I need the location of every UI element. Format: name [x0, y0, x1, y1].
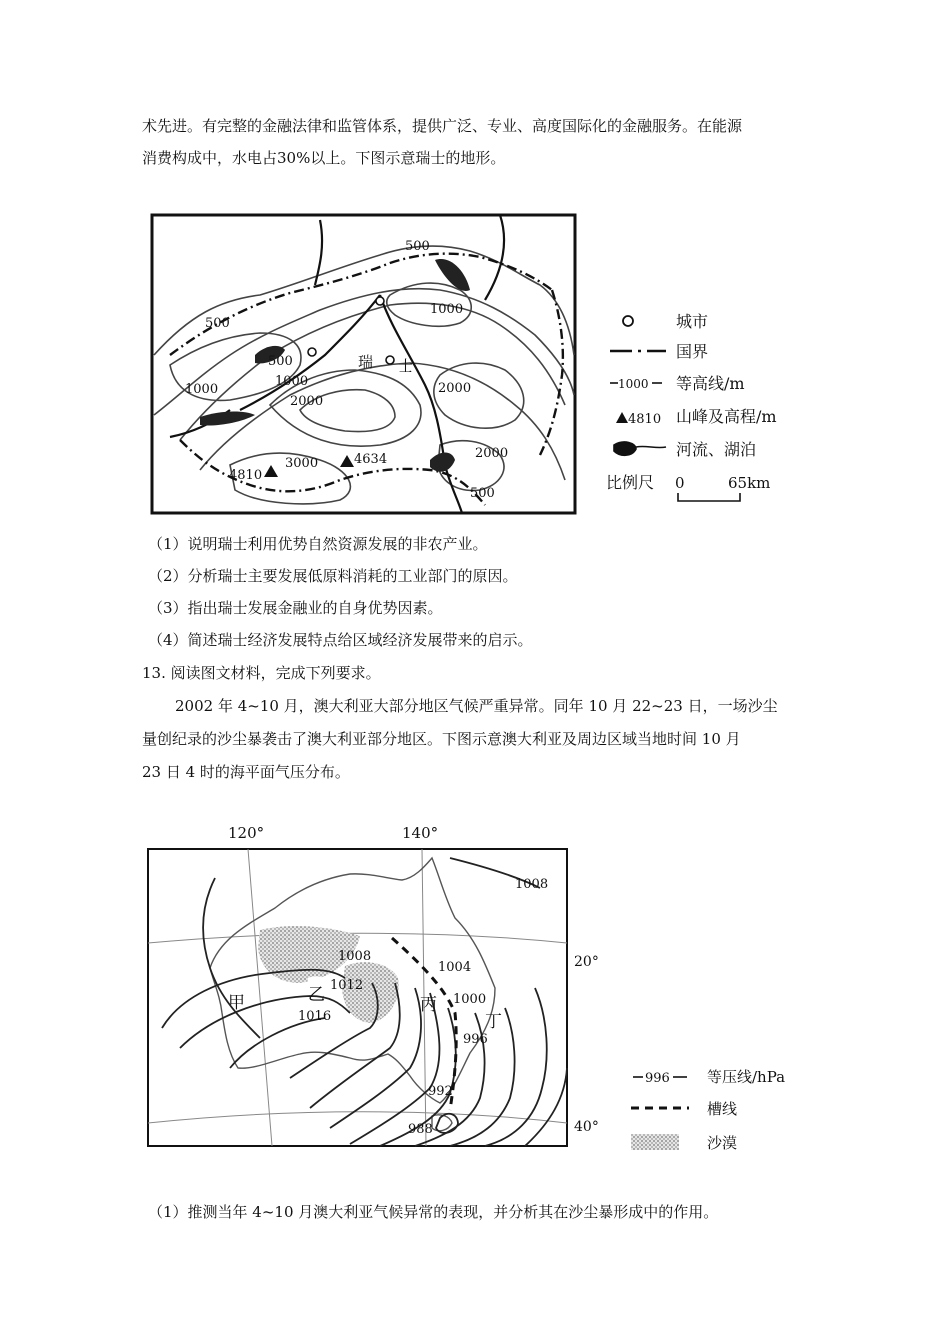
legend-contour-sample: 1000 [618, 377, 649, 391]
intro-line-1: 术先进。有完整的金融法律和监管体系，提供广泛、专业、高度国际化的金融服务。在能源 [142, 117, 743, 135]
legend-desert: 沙漠 [707, 1134, 738, 1152]
place-label: 丁 [485, 1012, 502, 1032]
peak-label: 4810 [229, 468, 263, 483]
legend-isobar: 等压线/hPa [707, 1068, 786, 1086]
isobar-label: 1012 [330, 978, 364, 993]
isobar-label: 1008 [338, 949, 372, 964]
contour-label: 1000 [430, 302, 464, 317]
swiss-terrain-map [140, 205, 585, 520]
legend-scale-0: 0 [675, 474, 685, 492]
desert-symbol [631, 1134, 679, 1150]
longitude-120: 120° [228, 824, 265, 842]
contour-label: 500 [405, 239, 430, 254]
q13-paragraph-line-2: 量创纪录的沙尘暴袭击了澳大利亚部分地区。下图示意澳大利亚及周边区域当地时间 10 月 [142, 730, 741, 748]
contour-label: 1000 [185, 382, 219, 397]
q13-paragraph-line-3: 23 日 4 时的海平面气压分布。 [142, 763, 350, 781]
legend-peak-sample: 4810 [628, 412, 662, 427]
isobar-label: 988 [408, 1122, 433, 1137]
longitude-140: 140° [402, 824, 439, 842]
contour-label: 500 [470, 486, 495, 501]
legend-isobar-sample: 996 [645, 1071, 670, 1086]
question-12-4: （4）简述瑞士经济发展特点给区域经济发展带来的启示。 [148, 631, 533, 649]
isobar-label: 992 [428, 1084, 453, 1099]
latitude-40: 40° [574, 1119, 599, 1135]
peak-symbol [616, 412, 628, 423]
swiss-map-legend [600, 305, 800, 505]
legend-scale-65: 65km [728, 474, 771, 492]
isobar-label: 1016 [298, 1009, 332, 1024]
legend-river: 河流、湖泊 [676, 440, 757, 459]
contour-label: 3000 [285, 456, 319, 471]
latitude-20: 20° [574, 954, 599, 970]
peak-label: 4634 [354, 452, 388, 467]
country-label: 瑞 [358, 353, 374, 371]
question-12-3: （3）指出瑞士发展金融业的自身优势因素。 [148, 599, 443, 617]
isobar-label: 1000 [453, 992, 487, 1007]
contour-label: 2000 [475, 446, 509, 461]
legend-peak: 山峰及高程/m [676, 407, 777, 426]
legend-city: 城市 [676, 312, 709, 331]
legend-trough: 槽线 [707, 1100, 738, 1118]
contour-label: 1000 [275, 374, 309, 389]
legend-scale-label: 比例尺 [606, 473, 655, 492]
place-label: 丙 [420, 995, 437, 1015]
country-label: 士 [398, 357, 414, 375]
contour-label: 2000 [438, 381, 472, 396]
city-symbol [623, 316, 633, 326]
isobar-label: 1004 [438, 960, 472, 975]
question-13-1: （1）推测当年 4~10 月澳大利亚气候异常的表现，并分析其在沙尘暴形成中的作用。 [148, 1203, 719, 1221]
contour-label: 2000 [290, 394, 324, 409]
scale-bar [678, 493, 740, 501]
legend-border: 国界 [676, 342, 709, 361]
australia-map-legend [625, 1060, 825, 1160]
legend-contour: 等高线/m [676, 374, 745, 393]
intro-line-2: 消费构成中，水电占30%以上。下图示意瑞士的地形。 [142, 149, 506, 167]
question-13-title: 13. 阅读图文材料，完成下列要求。 [142, 664, 381, 682]
isobar-label: 1008 [515, 877, 549, 892]
australia-pressure-map [140, 818, 610, 1158]
place-label: 乙 [308, 985, 325, 1005]
contour-label: 500 [205, 316, 230, 331]
question-12-2: （2）分析瑞士主要发展低原料消耗的工业部门的原因。 [148, 567, 518, 585]
isobar-label: 996 [463, 1032, 488, 1047]
river-lake-symbol [614, 442, 666, 455]
place-label: 甲 [228, 993, 245, 1013]
question-12-1: （1）说明瑞士利用优势自然资源发展的非农产业。 [148, 535, 488, 553]
contour-label: 500 [268, 354, 293, 369]
q13-paragraph-line-1: 2002 年 4~10 月，澳大利亚大部分地区气候严重异常。同年 10 月 22~23 日，一场沙尘 [175, 697, 778, 715]
